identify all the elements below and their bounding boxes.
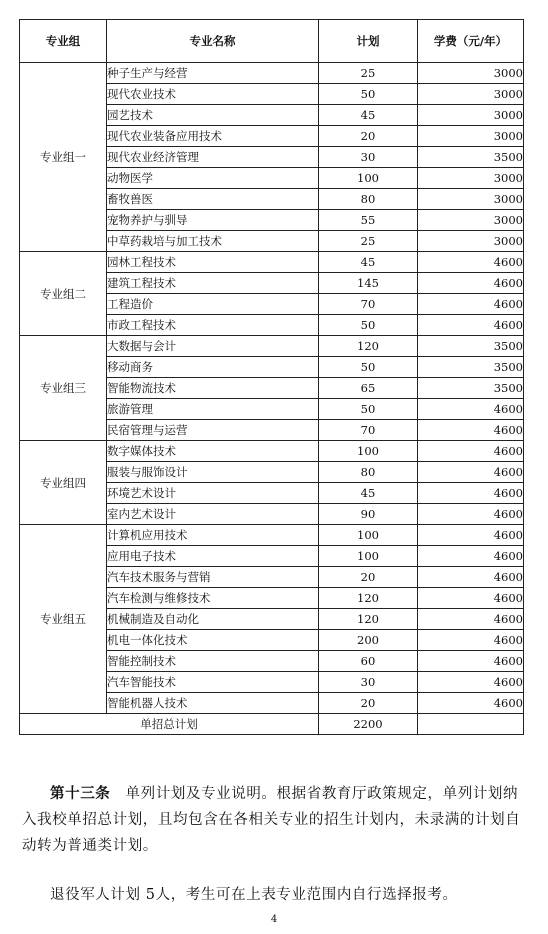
tuition-cell: 4600 bbox=[418, 420, 524, 441]
total-row bbox=[20, 714, 524, 735]
tuition-cell: 3500 bbox=[418, 378, 524, 399]
plan-count-cell: 80 bbox=[319, 462, 418, 483]
tuition-cell: 4600 bbox=[418, 273, 524, 294]
table-row bbox=[20, 63, 524, 84]
plan-count-cell: 65 bbox=[319, 378, 418, 399]
major-name-cell: 汽车检测与维修技术 bbox=[107, 588, 319, 609]
plan-count-cell: 30 bbox=[319, 147, 418, 168]
major-name-cell: 汽车智能技术 bbox=[107, 672, 319, 693]
major-name-cell: 建筑工程技术 bbox=[107, 273, 319, 294]
tuition-cell: 3500 bbox=[418, 336, 524, 357]
plan-count-cell: 100 bbox=[319, 546, 418, 567]
major-name-cell: 中草药栽培与加工技术 bbox=[107, 231, 319, 252]
plan-count-cell: 120 bbox=[319, 336, 418, 357]
plan-count-cell: 200 bbox=[319, 630, 418, 651]
major-name-cell: 现代农业装备应用技术 bbox=[107, 126, 319, 147]
tuition-cell: 4600 bbox=[418, 651, 524, 672]
major-name-cell: 市政工程技术 bbox=[107, 315, 319, 336]
major-name-cell: 现代农业经济管理 bbox=[107, 147, 319, 168]
plan-count-cell: 80 bbox=[319, 189, 418, 210]
group-name-cell: 专业组一 bbox=[20, 63, 107, 252]
plan-count-cell: 145 bbox=[319, 273, 418, 294]
tuition-cell: 4600 bbox=[418, 462, 524, 483]
major-name-cell: 应用电子技术 bbox=[107, 546, 319, 567]
major-name-cell: 机电一体化技术 bbox=[107, 630, 319, 651]
plan-count-cell: 100 bbox=[319, 441, 418, 462]
tuition-cell: 3000 bbox=[418, 84, 524, 105]
tuition-cell: 4600 bbox=[418, 252, 524, 273]
tuition-cell: 3000 bbox=[418, 105, 524, 126]
major-name-cell: 智能物流技术 bbox=[107, 378, 319, 399]
enrollment-plan-table bbox=[19, 19, 524, 735]
tuition-cell: 4600 bbox=[418, 588, 524, 609]
tuition-cell: 3000 bbox=[418, 189, 524, 210]
article-body: 单列计划及专业说明。根据省教育厅政策规定，单列计划纳入我校单招总计划，且均包含在各相关专业的招生计划内，未录满的计划自动转为普通类计划。 bbox=[22, 786, 521, 854]
plan-count-cell: 50 bbox=[319, 315, 418, 336]
plan-count-cell: 25 bbox=[319, 231, 418, 252]
major-name-cell: 园艺技术 bbox=[107, 105, 319, 126]
tuition-cell: 4600 bbox=[418, 483, 524, 504]
tuition-cell: 4600 bbox=[418, 672, 524, 693]
major-name-cell: 种子生产与经营 bbox=[107, 63, 319, 84]
plan-count-cell: 50 bbox=[319, 357, 418, 378]
plan-count-cell: 45 bbox=[319, 105, 418, 126]
tuition-cell: 3000 bbox=[418, 126, 524, 147]
tuition-cell: 4600 bbox=[418, 609, 524, 630]
group-name-cell: 专业组三 bbox=[20, 336, 107, 441]
tuition-cell: 3000 bbox=[418, 63, 524, 84]
table-row bbox=[20, 525, 524, 546]
major-name-cell: 服装与服饰设计 bbox=[107, 462, 319, 483]
major-name-cell: 机械制造及自动化 bbox=[107, 609, 319, 630]
tuition-cell: 3000 bbox=[418, 231, 524, 252]
major-name-cell: 汽车技术服务与营销 bbox=[107, 567, 319, 588]
header-tuition: 学费（元/年） bbox=[418, 20, 524, 63]
major-name-cell: 大数据与会计 bbox=[107, 336, 319, 357]
plan-count-cell: 60 bbox=[319, 651, 418, 672]
tuition-cell: 4600 bbox=[418, 294, 524, 315]
major-name-cell: 智能控制技术 bbox=[107, 651, 319, 672]
plan-count-cell: 120 bbox=[319, 588, 418, 609]
plan-count-cell: 70 bbox=[319, 294, 418, 315]
tuition-cell: 4600 bbox=[418, 567, 524, 588]
plan-count-cell: 45 bbox=[319, 252, 418, 273]
tuition-cell: 3500 bbox=[418, 357, 524, 378]
tuition-cell: 4600 bbox=[418, 525, 524, 546]
total-value: 2200 bbox=[319, 714, 418, 735]
plan-count-cell: 30 bbox=[319, 672, 418, 693]
major-name-cell: 动物医学 bbox=[107, 168, 319, 189]
major-name-cell: 环境艺术设计 bbox=[107, 483, 319, 504]
major-name-cell: 移动商务 bbox=[107, 357, 319, 378]
table-body bbox=[20, 63, 524, 714]
article-13-paragraph bbox=[22, 781, 530, 859]
group-name-cell: 专业组二 bbox=[20, 252, 107, 336]
plan-count-cell: 45 bbox=[319, 483, 418, 504]
plan-count-cell: 70 bbox=[319, 420, 418, 441]
plan-count-cell: 50 bbox=[319, 399, 418, 420]
total-label: 单招总计划 bbox=[20, 714, 319, 735]
plan-count-cell: 20 bbox=[319, 693, 418, 714]
major-name-cell: 旅游管理 bbox=[107, 399, 319, 420]
plan-count-cell: 25 bbox=[319, 63, 418, 84]
major-name-cell: 园林工程技术 bbox=[107, 252, 319, 273]
major-name-cell: 畜牧兽医 bbox=[107, 189, 319, 210]
tuition-cell: 4600 bbox=[418, 399, 524, 420]
tuition-cell: 4600 bbox=[418, 546, 524, 567]
tuition-cell: 4600 bbox=[418, 630, 524, 651]
header-group: 专业组 bbox=[20, 20, 107, 63]
tuition-cell: 4600 bbox=[418, 441, 524, 462]
major-name-cell: 数字媒体技术 bbox=[107, 441, 319, 462]
major-name-cell: 现代农业技术 bbox=[107, 84, 319, 105]
table-row bbox=[20, 336, 524, 357]
tuition-cell: 4600 bbox=[418, 504, 524, 525]
plan-count-cell: 100 bbox=[319, 525, 418, 546]
tuition-cell: 3500 bbox=[418, 147, 524, 168]
table-header-row bbox=[20, 20, 524, 63]
plan-count-cell: 100 bbox=[319, 168, 418, 189]
header-major: 专业名称 bbox=[107, 20, 319, 63]
plan-count-cell: 55 bbox=[319, 210, 418, 231]
major-name-cell: 民宿管理与运营 bbox=[107, 420, 319, 441]
table-row bbox=[20, 441, 524, 462]
header-plan: 计划 bbox=[319, 20, 418, 63]
major-name-cell: 工程造价 bbox=[107, 294, 319, 315]
total-empty-cell bbox=[418, 714, 524, 735]
veterans-paragraph: 退役军人计划 5人，考生可在上表专业范围内自行选择报考。 bbox=[50, 887, 458, 903]
major-name-cell: 智能机器人技术 bbox=[107, 693, 319, 714]
article-title: 第十三条 bbox=[50, 785, 111, 802]
plan-count-cell: 50 bbox=[319, 84, 418, 105]
major-name-cell: 室内艺术设计 bbox=[107, 504, 319, 525]
plan-count-cell: 20 bbox=[319, 567, 418, 588]
plan-count-cell: 120 bbox=[319, 609, 418, 630]
tuition-cell: 4600 bbox=[418, 315, 524, 336]
page-number: 4 bbox=[270, 914, 278, 925]
major-name-cell: 计算机应用技术 bbox=[107, 525, 319, 546]
tuition-cell: 3000 bbox=[418, 168, 524, 189]
group-name-cell: 专业组五 bbox=[20, 525, 107, 714]
major-name-cell: 宠物养护与驯导 bbox=[107, 210, 319, 231]
tuition-cell: 3000 bbox=[418, 210, 524, 231]
group-name-cell: 专业组四 bbox=[20, 441, 107, 525]
plan-count-cell: 90 bbox=[319, 504, 418, 525]
plan-count-cell: 20 bbox=[319, 126, 418, 147]
tuition-cell: 4600 bbox=[418, 693, 524, 714]
table-row bbox=[20, 252, 524, 273]
